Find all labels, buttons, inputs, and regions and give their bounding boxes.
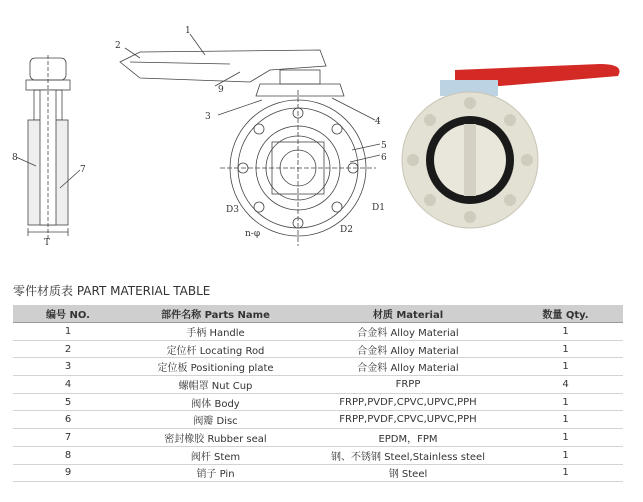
cell-material: 钢、不锈钢 Steel,Stainless steel <box>308 446 508 464</box>
cell-no: 5 <box>13 393 123 411</box>
cell-material: FRPP <box>308 376 508 394</box>
table-row <box>13 429 623 447</box>
cell-name: 定位板 Positioning plate <box>123 358 308 376</box>
header-parts-name: 部件名称 Parts Name <box>123 305 308 323</box>
cell-no: 3 <box>13 358 123 376</box>
cell-material: FRPP,PVDF,CPVC,UPVC,PPH <box>308 393 508 411</box>
callout-1: 1 <box>185 26 191 36</box>
cell-no: 9 <box>13 464 123 482</box>
cell-qty: 1 <box>508 446 623 464</box>
callout-4: 4 <box>375 117 381 127</box>
table-title: 零件材质表 PART MATERIAL TABLE <box>13 284 211 298</box>
table-row <box>13 376 623 394</box>
cell-name: 阀体 Body <box>123 393 308 411</box>
cell-qty: 1 <box>508 429 623 447</box>
dimension-nphi-label: n-φ <box>245 229 261 239</box>
table-header-row <box>13 305 623 323</box>
cell-material: FRPP,PVDF,CPVC,UPVC,PPH <box>308 411 508 429</box>
cell-material: 合金料 Alloy Material <box>308 358 508 376</box>
cell-qty: 1 <box>508 411 623 429</box>
cell-name: 阀瓣 Disc <box>123 411 308 429</box>
callout-9: 9 <box>218 85 224 95</box>
cell-name: 手柄 Handle <box>123 323 308 341</box>
side-section-view <box>16 55 80 240</box>
cell-qty: 1 <box>508 358 623 376</box>
product-photo <box>402 64 620 228</box>
table-row <box>13 393 623 411</box>
cell-name: 阀杆 Stem <box>123 446 308 464</box>
table-row <box>13 323 623 341</box>
cell-no: 8 <box>13 446 123 464</box>
cell-material: EPDM，FPM <box>308 429 508 447</box>
cell-no: 7 <box>13 429 123 447</box>
table-row <box>13 358 623 376</box>
callout-8: 8 <box>12 153 18 163</box>
cell-material: 合金料 Alloy Material <box>308 340 508 358</box>
cell-qty: 1 <box>508 340 623 358</box>
dimension-d1-label: D1 <box>372 203 385 213</box>
cell-material: 钢 Steel <box>308 464 508 482</box>
cell-name: 销子 Pin <box>123 464 308 482</box>
front-view <box>120 34 380 246</box>
table-row <box>13 446 623 464</box>
cell-no: 1 <box>13 323 123 341</box>
header-qty: 数量 Qty. <box>508 305 623 323</box>
part-material-table <box>13 305 623 482</box>
cell-name: 密封橡胶 Rubber seal <box>123 429 308 447</box>
table-row <box>13 340 623 358</box>
cell-no: 6 <box>13 411 123 429</box>
header-material: 材质 Material <box>308 305 508 323</box>
callout-7: 7 <box>80 165 86 175</box>
callout-5: 5 <box>381 141 387 151</box>
cell-no: 4 <box>13 376 123 394</box>
cell-material: 合金料 Alloy Material <box>308 323 508 341</box>
cell-qty: 4 <box>508 376 623 394</box>
cell-qty: 1 <box>508 393 623 411</box>
header-no: 编号 NO. <box>13 305 123 323</box>
dimension-t-label: T <box>44 238 51 248</box>
table-row <box>13 464 623 482</box>
cell-qty: 1 <box>508 323 623 341</box>
callout-3: 3 <box>205 112 211 122</box>
table-row <box>13 411 623 429</box>
cell-no: 2 <box>13 340 123 358</box>
cell-name: 螺帽罩 Nut Cup <box>123 376 308 394</box>
callout-2: 2 <box>115 41 121 51</box>
cell-qty: 1 <box>508 464 623 482</box>
cell-name: 定位杆 Locating Rod <box>123 340 308 358</box>
dimension-d2-label: D2 <box>340 225 353 235</box>
callout-6: 6 <box>381 153 387 163</box>
dimension-d3-label: D3 <box>226 205 239 215</box>
